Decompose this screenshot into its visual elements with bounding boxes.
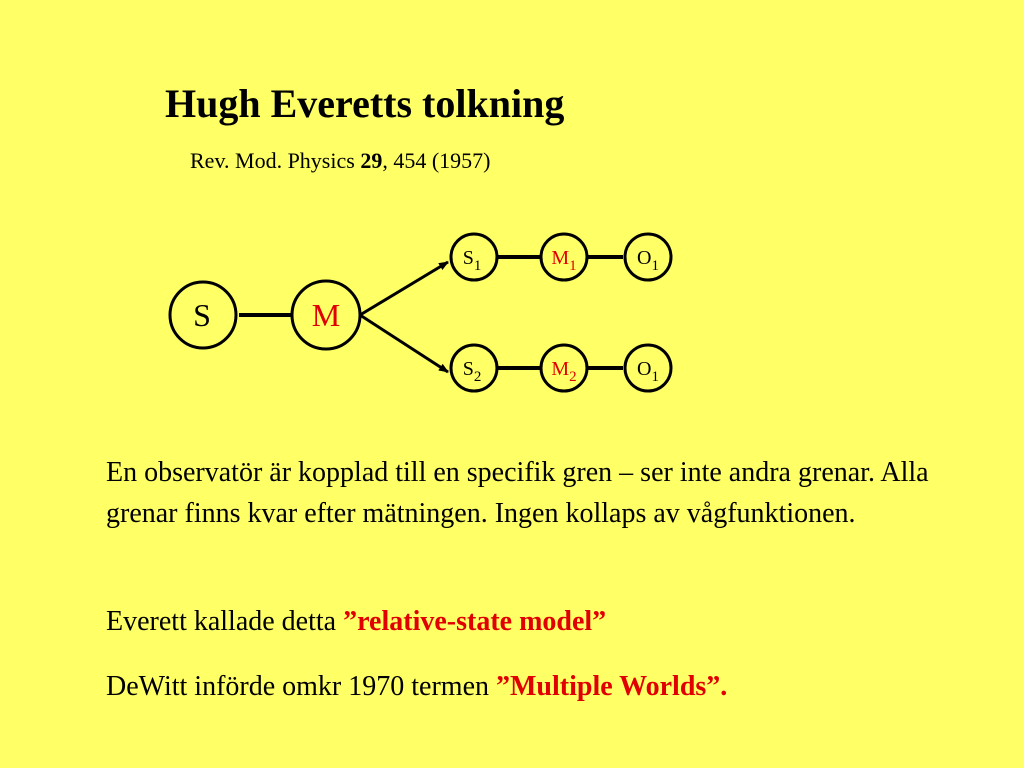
node-o1-lower xyxy=(625,345,671,391)
branch-arrow-lower xyxy=(360,315,448,372)
node-m-label: M xyxy=(311,297,341,333)
node-m2-sub: 2 xyxy=(569,369,577,385)
multiple-worlds-text: DeWitt införde omkr 1970 termen xyxy=(106,671,496,702)
node-s2 xyxy=(451,345,497,391)
node-o1-lower-sub: 1 xyxy=(651,369,659,385)
node-s2-sub: 2 xyxy=(473,369,482,385)
reference-prefix: Rev. Mod. Physics xyxy=(190,148,361,173)
svg-text:S1 xyxy=(463,247,482,274)
node-m2-base: M xyxy=(551,358,570,380)
slide-title: Hugh Everetts tolkning xyxy=(165,81,565,126)
node-s2-base: S xyxy=(462,358,474,380)
branch-arrow-upper xyxy=(360,262,448,315)
svg-text:M1 xyxy=(551,247,576,274)
multiple-worlds-line xyxy=(106,671,727,703)
reference-suffix: , 454 (1957) xyxy=(382,148,491,173)
node-m xyxy=(292,281,360,349)
node-m1-sub: 1 xyxy=(569,258,577,274)
svg-text:O1 xyxy=(637,358,659,385)
reference-volume: 29 xyxy=(360,148,383,173)
node-s xyxy=(170,282,236,348)
explanation-paragraph: En observatör är kopplad till en specifik gren – ser inte andra grenar. Alla grenar finns kvar efter mätningen. Ingen kollaps av vågfunktionen. xyxy=(106,457,929,529)
branch-1 xyxy=(451,234,671,280)
node-m1-base: M xyxy=(551,247,570,269)
node-s-label: S xyxy=(193,297,211,333)
node-o1-lower-base: O xyxy=(637,358,652,380)
node-o1-upper-sub: 1 xyxy=(651,258,659,274)
relative-state-line xyxy=(106,606,606,638)
node-m2 xyxy=(541,345,587,391)
node-s1 xyxy=(451,234,497,280)
node-m1 xyxy=(541,234,587,280)
node-s1-base: S xyxy=(462,247,474,269)
svg-text:S2 xyxy=(463,358,482,385)
relative-state-text: Everett kallade detta xyxy=(106,606,344,637)
node-s1-sub: 1 xyxy=(473,258,482,274)
svg-text:M2 xyxy=(551,358,576,385)
relative-state-highlight: ”relative-state model” xyxy=(343,606,607,637)
node-o1-upper xyxy=(625,234,671,280)
node-o1-upper-base: O xyxy=(637,247,652,269)
svg-text:O1 xyxy=(637,247,659,274)
branch-2 xyxy=(451,345,671,391)
multiple-worlds-highlight: ”Multiple Worlds”. xyxy=(496,671,728,702)
